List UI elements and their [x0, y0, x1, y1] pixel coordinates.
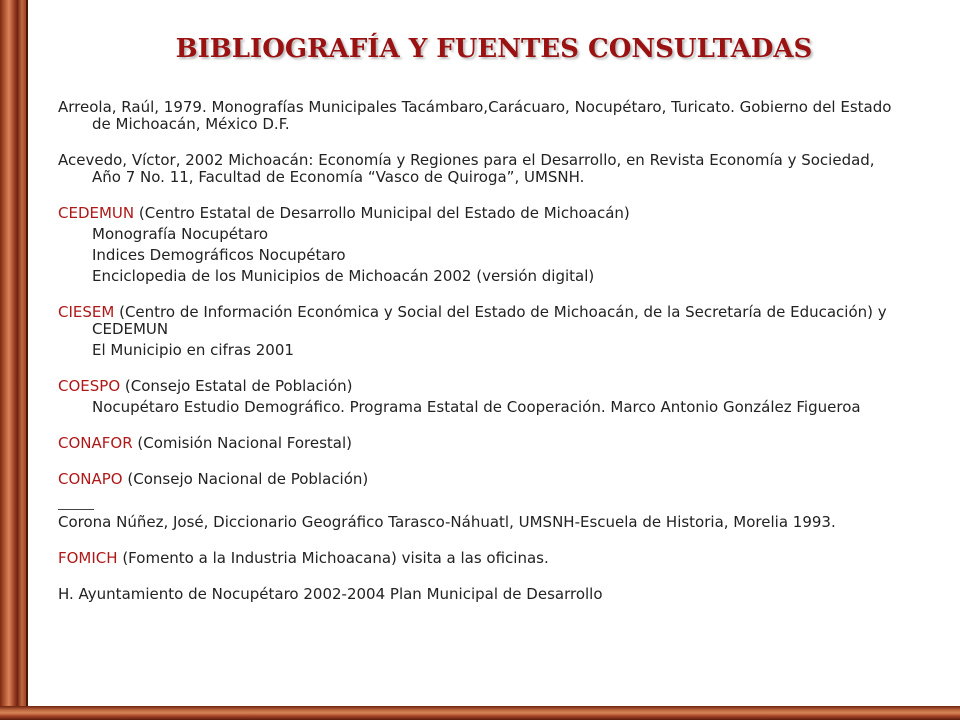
acronym-conapo: CONAPO [58, 470, 123, 488]
entry-coespo [58, 378, 908, 416]
sub-item: Monografía Nocupétaro [92, 225, 269, 243]
entry-ayuntamiento: H. Ayuntamiento de Nocupétaro 2002-2004 Plan Municipal de Desarrollo [58, 585, 603, 603]
entry-ciesem-desc: (Centro de Información Económica y Social del Estado de Michoacán, de la Secretaría de Educación) y CEDEMUN [92, 303, 887, 338]
bottom-decorative-border [0, 706, 960, 720]
entry-corona: Corona Núñez, José, Diccionario Geográfico Tarasco-Náhuatl, UMSNH-Escuela de Historia, Morelia 1993. [58, 513, 836, 531]
sub-item: Indices Demográficos Nocupétaro [92, 246, 346, 264]
entry-ciesem [58, 304, 908, 359]
page-title: BIBLIOGRAFÍA Y FUENTES CONSULTADAS [175, 34, 813, 64]
entry-cedemun [58, 205, 908, 285]
entry-fomich [58, 550, 908, 567]
bibliography-list [58, 99, 908, 603]
entry-conapo-desc: (Consejo Nacional de Población) [122, 470, 369, 488]
separator-line [58, 509, 94, 510]
entry-acevedo: Acevedo, Víctor, 2002 Michoacán: Economía y Regiones para el Desarrollo, en Revista Economía y Sociedad, Año 7 No. 11, Facultad de Economía “Vasco de Quiroga”, UMSNH. [58, 151, 875, 186]
entry-arreola: Arreola, Raúl, 1979. Monografías Municipales Tacámbaro,Carácuaro, Nocupétaro, Turicato. Gobierno del Estado de Michoacán, México D.F. [58, 98, 892, 133]
acronym-ciesem: CIESEM [58, 303, 115, 321]
sub-item: El Municipio en cifras 2001 [92, 341, 294, 359]
entry-fomich-desc: (Fomento a la Industria Michoacana) visita a las oficinas. [117, 549, 549, 567]
acronym-cedemun: CEDEMUN [58, 204, 135, 222]
left-decorative-border [0, 0, 28, 720]
entry-cedemun-desc: (Centro Estatal de Desarrollo Municipal del Estado de Michoacán) [134, 204, 630, 222]
acronym-fomich: FOMICH [58, 549, 118, 567]
sub-item: Nocupétaro Estudio Demográfico. Programa Estatal de Cooperación. Marco Antonio González Figueroa [92, 398, 861, 416]
entry-conafor-desc: (Comisión Nacional Forestal) [132, 434, 352, 452]
entry-coespo-desc: (Consejo Estatal de Población) [120, 377, 353, 395]
entry-conapo [58, 471, 908, 488]
acronym-conafor: CONAFOR [58, 434, 133, 452]
sub-item: Enciclopedia de los Municipios de Michoacán 2002 (versión digital) [92, 267, 595, 285]
entry-conafor [58, 435, 908, 452]
acronym-coespo: COESPO [58, 377, 121, 395]
